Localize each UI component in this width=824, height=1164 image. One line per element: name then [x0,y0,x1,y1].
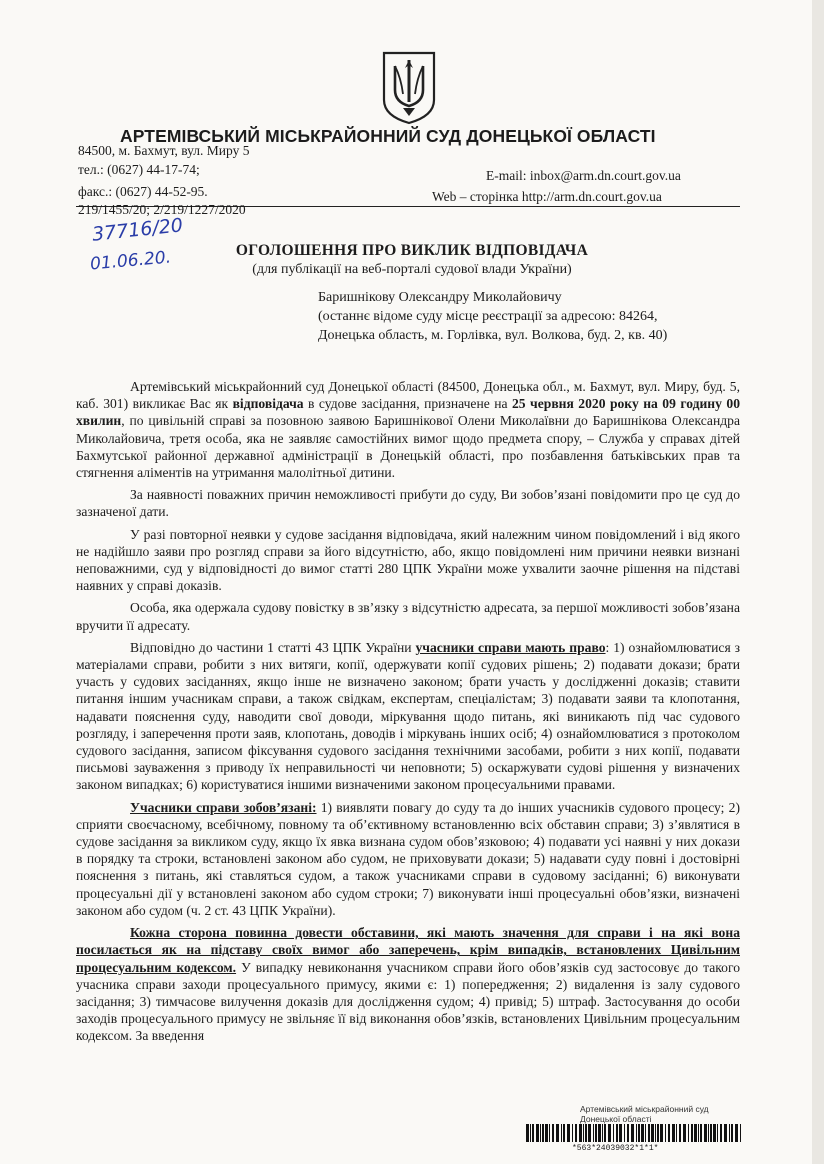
barcode-bar [676,1124,677,1142]
notice-body [76,378,740,1050]
addressee-address-line2: Донецька область, м. Горлівка, вул. Волкова, буд. 2, кв. 40) [318,328,668,343]
text-run-underlined: Кожна сторона повинна довести обставини, які мають значення для справи і на які вона посилається як на підставу своїх вимог або заперечень, крім випадків, встановлених Цивільним процесуальним кодексом. [76,925,740,975]
barcode-bar [698,1124,699,1142]
barcode-bar [720,1124,722,1142]
paragraph-party-obligations [76,799,740,919]
scan-edge [812,0,824,1164]
barcode-bar [708,1124,709,1142]
barcode-bar [619,1124,622,1142]
document-subtitle: (для публікації на веб-порталі судової влади України) [252,262,572,277]
barcode-bar [668,1124,670,1142]
barcode-bar [563,1124,565,1142]
barcode-bar [585,1124,587,1142]
barcode-bar [567,1124,570,1142]
barcode-bar [540,1124,541,1142]
barcode-number: *563*24039032*1*1* [572,1144,659,1153]
barcode-bar [688,1124,689,1142]
barcode-bar [572,1124,573,1142]
text-run: в судове засідання, призначене на [303,396,512,412]
barcode-bar [552,1124,554,1142]
paragraph-default-judgment: У разі повторної неявки у судове засідання відповідача, який належним чином повідомлений і від якого не надійшло заяви про розгляд справи за його відсутністю, або, якщо повідомлені ним причини неявки визнані неповажними, суд у відповідності до вимог статті 280 ЦПК України може ухвалити заочне рішення на підставі наявних у справі доказів. [76,526,740,594]
document-title: ОГОЛОШЕННЯ ПРО ВИКЛИК ВІДПОВІДАЧА [235,242,589,259]
court-fax: факс.: (0627) 44-52-95. [78,184,208,199]
barcode-bar [638,1124,640,1142]
barcode-bar [691,1124,693,1142]
barcode-bar [545,1124,548,1142]
paragraph-summons [76,378,740,481]
barcode-bar [665,1124,666,1142]
handwritten-date: 01.06.20. [89,247,172,275]
barcode-bar [536,1124,539,1142]
barcode-bar [651,1124,654,1142]
court-stamp [580,1104,709,1124]
barcode-bar [655,1124,656,1142]
barcode-bar [700,1124,702,1142]
text-run: , по цивільній справі за позовною заявою Баришнікової Олени Миколаївни до Баришнікова Олександра Миколайовича, третя особа, яка не заявляє самостійних вимог щодо предмета спору, – Служба у справах дітей Бахмутської районної державної адміністрації в Донецькій області, про позбавлення батьківських прав та стягнення аліментів на утримання малолітньої дитини. [76,413,740,481]
barcode-bar [556,1124,559,1142]
text-run: Артемівський міськрайонний суд Донецької області (84500, Донецька обл., м. Бахмут, вул. Миру, буд. 5, каб. 301) викликає Вас як [76,379,740,412]
barcode-bar [740,1124,741,1142]
court-name: АРТЕМІВСЬКИЙ МІСЬКРАЙОННИЙ СУД ДОНЕЦЬКОЇ ОБЛАСТІ [120,126,656,146]
barcode-bar [549,1124,550,1142]
barcode-bar [575,1124,577,1142]
barcode-bar [602,1124,603,1142]
barcode-bar [631,1124,634,1142]
court-address: 84500, м. Бахмут, вул. Миру 5 [78,143,250,158]
barcode-bar [679,1124,681,1142]
addressee-address-line1: (останнє відоме суду місце реєстрації за адресою: 84264, [318,309,658,324]
barcode-bar [713,1124,716,1142]
barcode-bar [710,1124,712,1142]
barcode-bar [532,1124,534,1142]
barcode-bar [542,1124,544,1142]
coat-of-arms-icon [381,50,437,126]
text-run: 1) виявляти повагу до суду та до інших учасників судового процесу; 2) сприяти своєчасному, всебічному, повному та об’єктивному встановленню всіх обставин справи; 3) з’являтися в судове засідання за викликом суду, якщо їх явка визнана судом обов’язковою; 4) подавати усі наявні у них докази в порядку та строки, встановлені законом або судом, не приховувати докази; 5) надавати суду повні і достовірні пояснення з питань, які ставляться судом, а також учасниками справи в судовому засіданні; 6) виконувати процесуальні дії у встановлені законом або судом строки; 7) виконувати інші процесуальні обов’язки, визначені законом або судом (ч. 2 ст. 43 ЦПК України). [76,799,740,918]
barcode-bar [717,1124,718,1142]
barcode-bar [694,1124,697,1142]
barcode-bar [598,1124,601,1142]
addressee-name: Баришнікову Олександру Миколайовичу [318,290,562,305]
barcode-bar [735,1124,738,1142]
court-website: Web – сторінка http://arm.dn.court.gov.ua [432,189,662,204]
barcode-bar [624,1124,625,1142]
barcode [526,1124,744,1142]
barcode-bar [530,1124,531,1142]
barcode-bar [608,1124,611,1142]
text-run: : 1) ознайомлюватися з матеріалами справи, робити з них витяги, копії, одержувати копії судових рішень; 2) подавати докази; брати участь у судових засіданнях, якщо інше не визначено законом; брати участь у дослідженні доказів; ставити питання іншим учасникам справи, а також свідкам, експертам, спеціалістам; 3) подавати заяви та клопотання, надавати пояснення суду, наводити свої доводи, міркування щодо питань, які виникають під час судового розгляду, і заперечення проти заяв, клопотань, доводів і міркувань інших осіб; 4) ознайомлюватися з протоколом судового засідання, записом фіксування судового засідання технічними засобами, робити з них копії, подавати письмові зауваження з приводу їх неправильності чи неповноти; 5) оскаржувати судові рішення у визначених законом випадках; 6) користуватися іншими визначеними законом процесуальними правами. [76,639,740,793]
text-run-underlined: учасники справи мають право [415,639,606,655]
barcode-bar [616,1124,618,1142]
stamp-line: Донецької області [580,1114,652,1124]
barcode-bar [724,1124,727,1142]
barcode-bar [613,1124,614,1142]
barcode-bar [648,1124,650,1142]
barcode-bar [645,1124,646,1142]
case-numbers: 219/1455/20; 2/219/1227/2020 [78,202,246,217]
barcode-bar [604,1124,606,1142]
paragraph-notify-court: За наявності поважних причин неможливості прибути до суду, Ви зобов’язані повідомити про це суд до зазначеної дати. [76,487,740,520]
barcode-bar [526,1124,529,1142]
stamp-line: Артемівський міськрайонний суд [580,1104,709,1114]
paragraph-summons-delivery: Особа, яка одержала судову повістку в зв’язку з відсутністю адресата, за першої можливості зобов’язана вручити її адресату. [76,600,740,633]
barcode-bar [636,1124,637,1142]
hearing-datetime: 25 червня 2020 року на 09 годину 00 хвилин [76,396,740,429]
barcode-bar [683,1124,686,1142]
barcode-bar [641,1124,644,1142]
barcode-bar [657,1124,659,1142]
paragraph-party-rights [76,639,740,794]
barcode-bar [561,1124,562,1142]
barcode-bar [595,1124,597,1142]
barcode-bar [729,1124,730,1142]
text-run: У випадку невиконання учасником справи його обов’язків суд застосовує до такого учасника справи заходи процесуального примусу, якими є: 1) попередження; 2) видалення із залу судового засідання; 3) тимчасове вилучення доказів для дослідження судом; 4) привід; 5) штраф. Застосування до особи заходів процесуального примусу не звільняє її від виконання обов’язків, встановлених Цивільним процесуальним кодексом. За введення [76,959,740,1044]
barcode-bar [627,1124,629,1142]
barcode-bar [583,1124,584,1142]
text-run: Відповідно до частини 1 статті 43 ЦПК України [130,639,416,655]
court-email: E-mail: inbox@arm.dn.court.gov.ua [486,168,681,183]
court-phone: тел.: (0627) 44-17-74; [78,162,200,177]
barcode-bar [579,1124,582,1142]
barcode-bar [731,1124,733,1142]
text-run-bold: відповідача [232,396,304,412]
barcode-bar [660,1124,663,1142]
addressee-block [318,288,742,345]
barcode-bar [588,1124,591,1142]
paragraph-burden-of-proof [76,924,740,1044]
barcode-bar [593,1124,594,1142]
barcode-bar [704,1124,707,1142]
handwritten-registration-number: 37716/20 [91,214,184,246]
barcode-bar [672,1124,675,1142]
text-run-underlined: Учасники справи зобов’язані: [130,799,317,815]
